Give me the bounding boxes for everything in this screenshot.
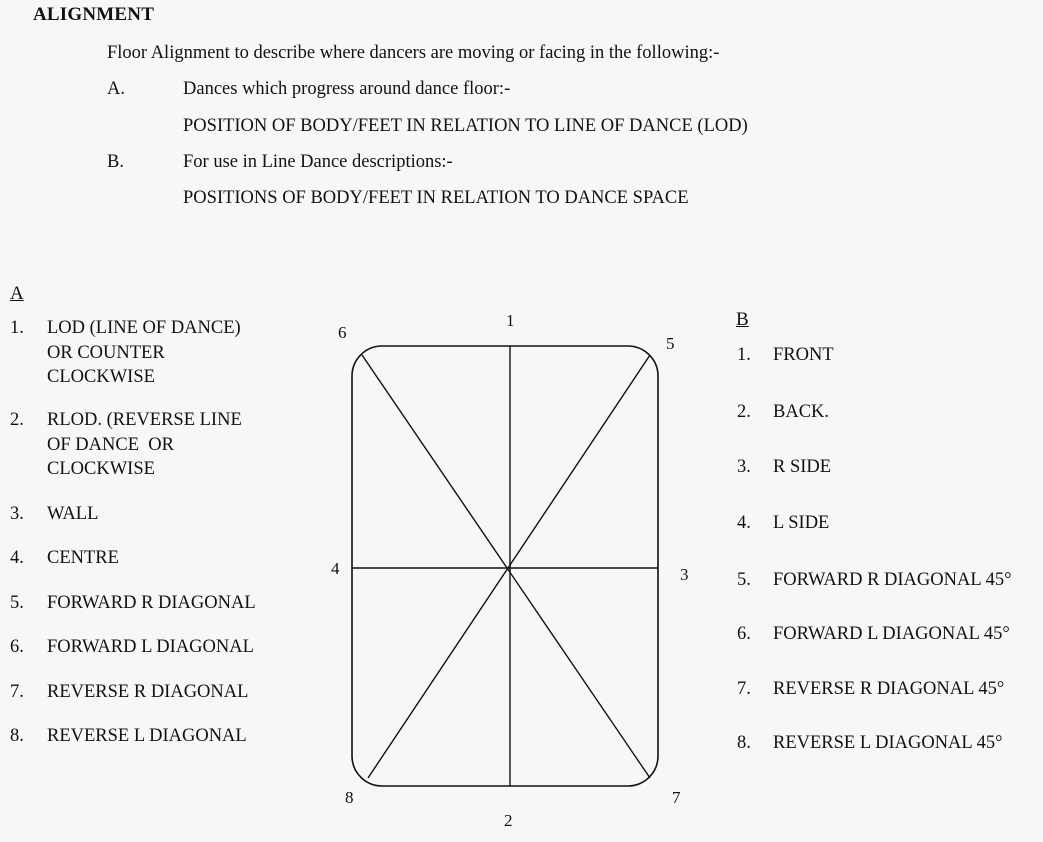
list-a-item-4-num: 4. — [10, 548, 24, 568]
list-a-item-5-label: FORWARD R DIAGONAL — [47, 593, 256, 613]
list-a-item-3-label: WALL — [47, 504, 99, 524]
list-a-item-2-line-2: OF DANCE OR — [47, 434, 174, 455]
list-b-item-4-label: L SIDE — [773, 513, 830, 533]
list-a-item-8-label: REVERSE L DIAGONAL — [47, 726, 247, 746]
list-b-item-8-num: 8. — [737, 733, 751, 753]
list-b-item-1-label: FRONT — [773, 345, 834, 365]
list-b-item-2-label: BACK. — [773, 402, 830, 422]
diagram-label-1: 1 — [506, 311, 515, 330]
list-b-item-1-num: 1. — [737, 345, 751, 365]
list-a-heading: A — [10, 283, 24, 304]
list-a-item-8-num: 8. — [10, 726, 24, 746]
section-a-letter: A. — [107, 79, 125, 99]
list-a-item-1-line-3: CLOCKWISE — [47, 367, 155, 387]
diagonal-6-7 — [362, 355, 650, 778]
diagram-label-2: 2 — [504, 811, 513, 830]
list-a-item-2-line-1: RLOD. (REVERSE LINE — [47, 410, 242, 430]
list-b-item-8-label: REVERSE L DIAGONAL 45° — [773, 733, 1003, 753]
intro-text: Floor Alignment to describe where dancers are moving or facing in the following:- — [107, 43, 720, 63]
section-b-letter: B. — [107, 152, 124, 172]
list-a-item-4-label: CENTRE — [47, 548, 119, 568]
page-title: ALIGNMENT — [33, 4, 155, 25]
list-a-item-5-num: 5. — [10, 593, 24, 613]
list-b-item-2-num: 2. — [737, 402, 751, 422]
list-a-item-6-label: FORWARD L DIAGONAL — [47, 637, 254, 657]
diagram-label-5: 5 — [666, 334, 675, 353]
list-a-item-2-num: 2. — [10, 410, 24, 430]
list-b-item-7-label: REVERSE R DIAGONAL 45° — [773, 679, 1005, 699]
diagram-label-6: 6 — [338, 323, 347, 342]
list-b-heading: B — [736, 309, 749, 330]
list-b-item-6-label: FORWARD L DIAGONAL 45° — [773, 624, 1010, 644]
section-b-description: For use in Line Dance descriptions:- — [183, 152, 453, 172]
list-b-item-3-label: R SIDE — [773, 457, 832, 477]
section-a-detail: POSITION OF BODY/FEET IN RELATION TO LINE OF DANCE (LOD) — [183, 116, 748, 136]
diagonal-5-8 — [368, 355, 650, 778]
diagram-label-3: 3 — [680, 565, 689, 584]
section-b-detail: POSITIONS OF BODY/FEET IN RELATION TO DANCE SPACE — [183, 188, 689, 208]
list-b-item-5-label: FORWARD R DIAGONAL 45° — [773, 570, 1012, 590]
list-b-item-5-num: 5. — [737, 570, 751, 590]
list-b-item-6-num: 6. — [737, 624, 751, 644]
diagram-label-8: 8 — [345, 788, 354, 807]
list-a-item-7-num: 7. — [10, 682, 24, 702]
diagram-label-4: 4 — [331, 559, 340, 578]
list-b-item-7-num: 7. — [737, 679, 751, 699]
list-a-item-3-num: 3. — [10, 504, 24, 524]
list-a-item-1-line-2: OR COUNTER — [47, 342, 165, 363]
list-a-item-6-num: 6. — [10, 637, 24, 657]
diagram-label-7: 7 — [672, 788, 681, 807]
list-a-item-7-label: REVERSE R DIAGONAL — [47, 682, 249, 702]
list-a-item-1-line-1: LOD (LINE OF DANCE) — [47, 318, 241, 338]
list-a-item-2-line-3: CLOCKWISE — [47, 459, 155, 479]
section-a-description: Dances which progress around dance floor:- — [183, 79, 511, 99]
list-b-item-3-num: 3. — [737, 457, 751, 477]
list-b-item-4-num: 4. — [737, 513, 751, 533]
list-a-item-1-num: 1. — [10, 318, 24, 338]
